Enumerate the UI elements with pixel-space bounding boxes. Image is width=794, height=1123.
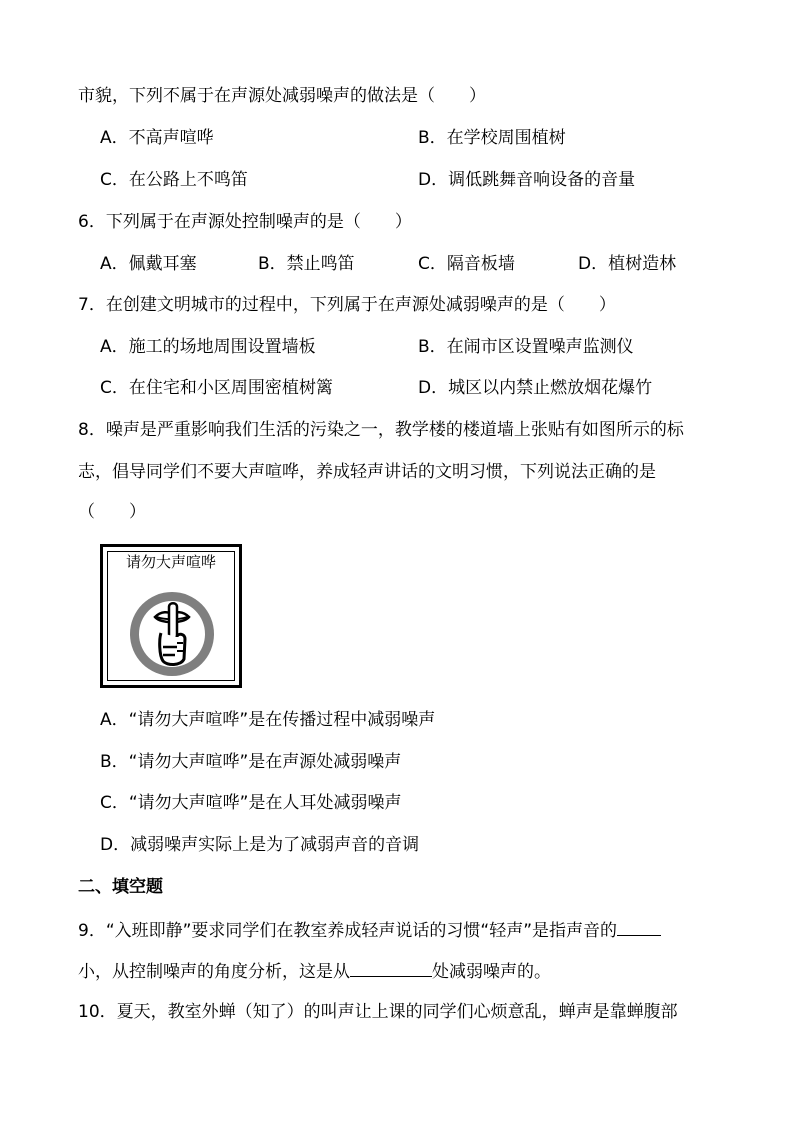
q7-stem: 7．在创建文明城市的过程中，下列属于在声源处减弱噪声的是（ ） [78,295,616,315]
q6-option-d: D．植树造林 [578,254,677,274]
q9-blank-1 [617,917,661,936]
q5-stem-continuation: 市貌，下列不属于在声源处减弱噪声的做法是（ ） [78,86,486,106]
q8-option-d: D．减弱噪声实际上是为了减弱声音的音调 [100,835,420,855]
q8-option-b: B．“请勿大声喧哗”是在声源处减弱噪声 [100,752,402,772]
q9-text-1: 9．“入班即静”要求同学们在教室养成轻声说话的习惯“轻声”是指声音的 [78,921,618,941]
q5-option-a: A．不高声喧哗 [100,128,214,148]
q8-stem-line-2: 志，倡导同学们不要大声喧哗，养成轻声讲话的文明习惯，下列说法正确的是 [78,462,656,482]
q9-text-2b: 处减弱噪声的。 [432,962,551,982]
q9-line-2 [78,958,551,984]
q6-option-b: B．禁止鸣笛 [258,254,355,274]
q6-option-a: A．佩戴耳塞 [100,254,197,274]
q9-text-2a: 小，从控制噪声的角度分析，这是从 [78,962,350,982]
q7-option-c: C．在住宅和小区周围密植树篱 [100,378,333,398]
q6-option-c: C．隔音板墙 [418,254,515,274]
q6-stem: 6．下列属于在声源处控制噪声的是（ ） [78,212,412,232]
q7-option-a: A．施工的场地周围设置墙板 [100,337,316,357]
q9-line-1 [78,917,661,943]
q5-option-b: B．在学校周围植树 [418,128,566,148]
q8-stem-line-1: 8．噪声是严重影响我们生活的污染之一，教学楼的楼道墙上张贴有如图所示的标 [78,420,684,440]
q9-blank-2 [350,958,432,977]
q5-option-d: D．调低跳舞音响设备的音量 [418,170,636,190]
section-heading-fill-in: 二、填空题 [78,877,163,897]
quiet-finger-on-lips-icon [103,547,239,685]
q7-option-b: B．在闹市区设置噪声监测仪 [418,337,634,357]
sign-text: 请勿大声喧哗 [125,553,216,571]
q5-option-c: C．在公路上不鸣笛 [100,170,248,190]
q8-stem-line-3: （ ） [78,502,146,522]
q7-option-d: D．城区以内禁止燃放烟花爆竹 [418,378,653,398]
quiet-sign-figure [100,544,242,688]
q8-option-c: C．“请勿大声喧哗”是在人耳处减弱噪声 [100,793,402,813]
q10-stem: 10．夏天，教室外蝉（知了）的叫声让上课的同学们心烦意乱，蝉声是靠蝉腹部 [78,1002,678,1022]
q8-option-a: A．“请勿大声喧哗”是在传播过程中减弱噪声 [100,710,436,730]
